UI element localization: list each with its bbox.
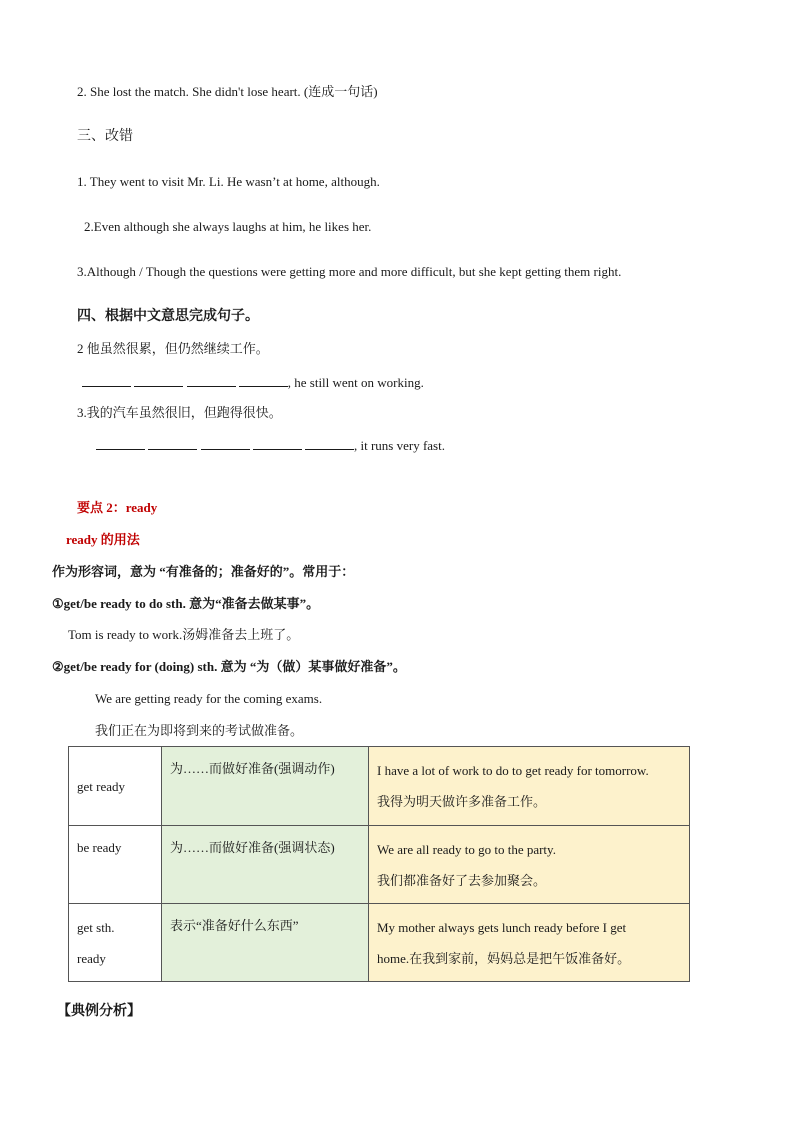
phrase-cell bbox=[69, 904, 162, 982]
section-3-heading: 三、改错 bbox=[77, 129, 133, 144]
phrase-line-1: get sth. bbox=[77, 919, 115, 935]
phrase-cell: get ready bbox=[69, 747, 162, 826]
usage-2-example-en: We are getting ready for the coming exams. bbox=[95, 691, 323, 706]
example-cell bbox=[369, 904, 690, 982]
example-zh: 我得为明天做许多准备工作。 bbox=[377, 794, 547, 809]
translation-q2-answer bbox=[82, 372, 424, 392]
meaning-cell: 为……而做好准备(强调动作) bbox=[162, 747, 369, 826]
point-2-subtitle: ready 的用法 bbox=[66, 532, 140, 547]
example-zh: 我们都准备好了去参加聚会。 bbox=[377, 872, 547, 888]
answer-blank[interactable] bbox=[96, 435, 145, 450]
example-analysis-heading: 【典例分析】 bbox=[57, 1004, 141, 1019]
translation-q3-prompt: 3.我的汽车虽然很旧，但跑得很快。 bbox=[77, 405, 282, 420]
point-2-title: 要点 2：ready bbox=[77, 500, 158, 515]
answer-blank[interactable] bbox=[187, 372, 236, 387]
answer-blank[interactable] bbox=[201, 435, 250, 450]
correction-item-2: 2.Even although she always laughs at him, he likes her. bbox=[84, 219, 372, 234]
table-row bbox=[69, 747, 690, 826]
phrase-cell: be ready bbox=[69, 826, 162, 904]
section-4-heading: 四、根据中文意思完成句子。 bbox=[77, 309, 259, 324]
translation-q3-tail: , it runs very fast. bbox=[354, 438, 445, 453]
usage-1: ①get/be ready to do sth. 意为“准备去做某事”。 bbox=[52, 596, 320, 611]
usage-1-example: Tom is ready to work.汤姆准备去上班了。 bbox=[68, 627, 300, 642]
table-row bbox=[69, 826, 690, 904]
correction-item-1: 1. They went to visit Mr. Li. He wasn’t at home, although. bbox=[77, 174, 380, 189]
translation-q3-answer bbox=[96, 435, 445, 455]
translation-q2-tail: , he still went on working. bbox=[287, 375, 424, 390]
answer-blank[interactable] bbox=[305, 435, 354, 450]
usage-2: ②get/be ready for (doing) sth. 意为 “为（做）某事做好准备”。 bbox=[52, 659, 406, 674]
correction-item-3: 3.Although / Though the questions were getting more and more difficult, but she kept getting them right. bbox=[77, 264, 622, 279]
answer-blank[interactable] bbox=[148, 435, 197, 450]
example-cell bbox=[369, 826, 690, 904]
example-cell bbox=[369, 747, 690, 826]
table-row bbox=[69, 904, 690, 982]
example-line-1: My mother always gets lunch ready before I get bbox=[377, 919, 627, 935]
example-en: I have a lot of work to do to get ready for tomorrow. bbox=[377, 763, 649, 778]
meaning-cell: 为……而做好准备(强调状态) bbox=[162, 826, 369, 904]
translation-q2-prompt: 2 他虽然很累，但仍然继续工作。 bbox=[77, 341, 269, 356]
usage-2-example-zh: 我们正在为即将到来的考试做准备。 bbox=[95, 723, 304, 738]
answer-blank[interactable] bbox=[134, 372, 183, 387]
example-line-2: home.在我到家前，妈妈总是把午饭准备好。 bbox=[377, 950, 631, 966]
example-en: We are all ready to go to the party. bbox=[377, 841, 556, 857]
point-2-intro: 作为形容词，意为 “有准备的；准备好的”。常用于： bbox=[52, 564, 355, 579]
ready-usage-table bbox=[68, 746, 690, 982]
answer-blank[interactable] bbox=[82, 372, 131, 387]
exercise-2-2: 2. She lost the match. She didn't lose heart. (连成一句话) bbox=[77, 84, 378, 99]
meaning-cell: 表示“准备好什么东西” bbox=[162, 904, 369, 982]
answer-blank[interactable] bbox=[239, 372, 288, 387]
phrase-line-2: ready bbox=[77, 950, 106, 966]
answer-blank[interactable] bbox=[253, 435, 302, 450]
